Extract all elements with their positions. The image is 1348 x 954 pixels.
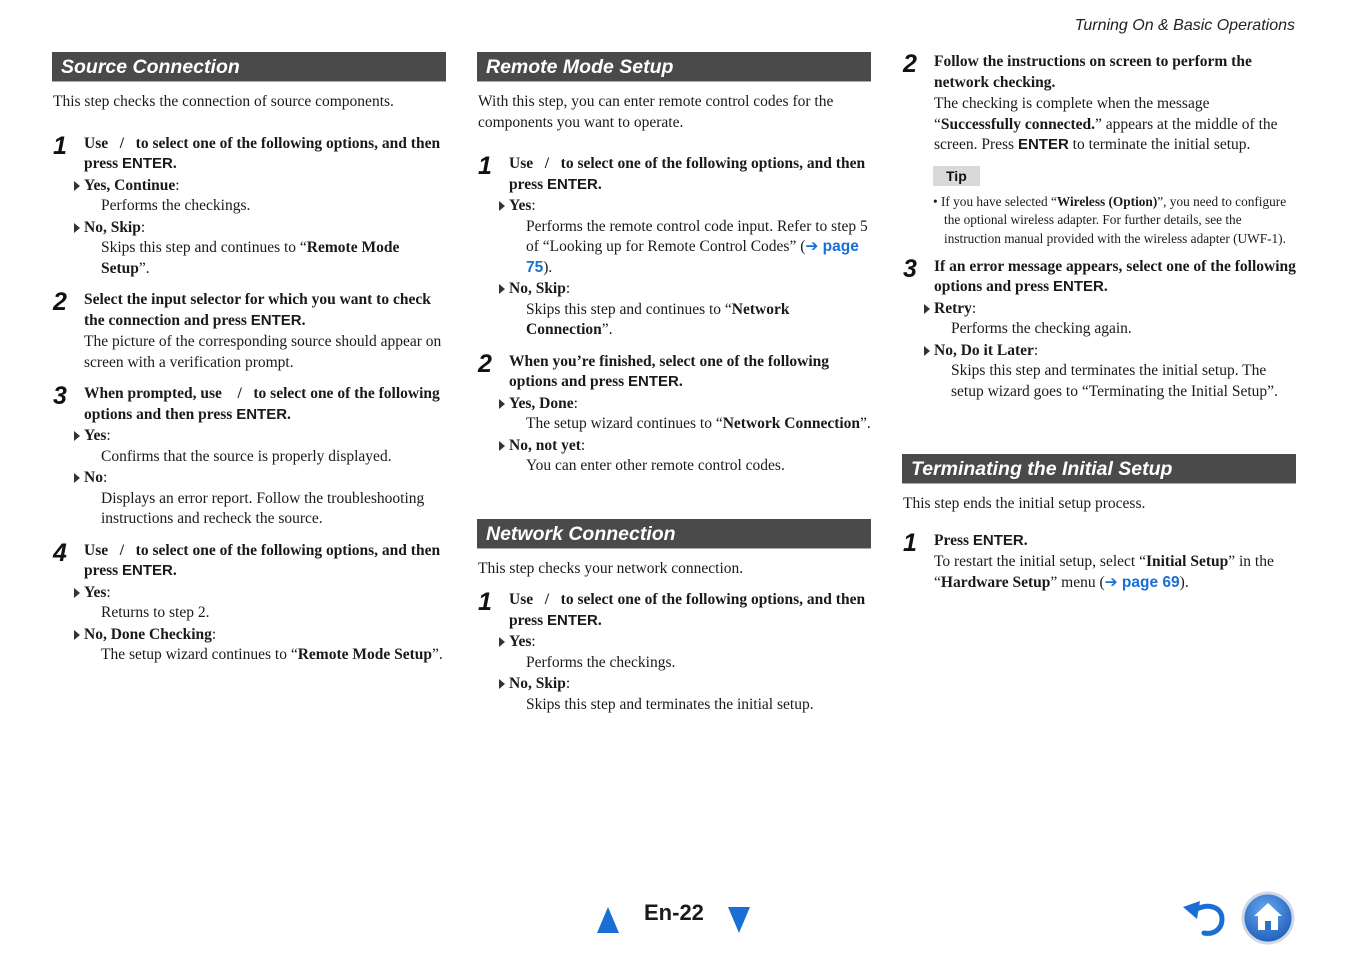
up-triangle-icon[interactable] xyxy=(596,906,620,934)
home-icon[interactable] xyxy=(1241,891,1295,945)
step xyxy=(52,538,446,666)
option-desc: Displays an error report. Follow the troubleshooting instructions and recheck the source. xyxy=(101,489,425,527)
option-title: No, Done Checking: xyxy=(74,625,436,646)
option-desc: Performs the checking again. xyxy=(951,320,1132,338)
running-header: Turning On & Basic Operations xyxy=(1074,17,1295,34)
section-intro: This step checks your network connection. xyxy=(478,559,744,577)
option xyxy=(509,196,871,278)
step-heading: Use / to select one of the following options, and then press ENTER. xyxy=(509,155,866,193)
option-title: Retry: xyxy=(924,299,1286,320)
option-desc: Skips this step and continues to “Network Connection”. xyxy=(526,300,790,338)
option xyxy=(509,394,871,435)
option xyxy=(84,176,446,217)
option-title: No: xyxy=(74,468,436,489)
option-desc: Skips this step and terminates the initial setup. The setup wizard goes to “Terminating the Initial Setup”. xyxy=(951,362,1278,400)
tip-text: • If you have selected “Wireless (Option)”, you need to configure the optional wireless adapter. For further details, see the instruction manual provided with the wireless adapter (UWF-1). xyxy=(933,194,1287,246)
option-title: No, Skip: xyxy=(499,674,861,695)
option xyxy=(84,583,446,624)
step-number: 1 xyxy=(478,152,492,180)
option-desc: Performs the checkings. xyxy=(526,653,676,671)
step-body: To restart the initial setup, select “Initial Setup” in the “Hardware Setup” menu (➔ page 69). xyxy=(934,553,1274,591)
option-desc: Performs the checkings. xyxy=(101,197,251,214)
step-heading: Select the input selector for which you want to check the connection and press ENTER. xyxy=(84,291,431,329)
option-title: Yes: xyxy=(499,632,861,653)
section-title: Terminating the Initial Setup xyxy=(902,454,1296,484)
option-desc: Confirms that the source is properly displayed. xyxy=(101,447,392,465)
back-arrow-icon[interactable] xyxy=(1180,897,1230,937)
option-title: No, Skip: xyxy=(74,218,436,239)
step-body: The picture of the corresponding source should appear on screen with a verification prompt. xyxy=(84,333,442,371)
option-desc: Skips this step and continues to “Remote Mode Setup”. xyxy=(101,239,400,277)
step-number: 3 xyxy=(53,382,67,410)
option-title: No, Skip: xyxy=(499,279,861,300)
section-intro: This step ends the initial setup process. xyxy=(903,495,1146,513)
section-title: Remote Mode Setup xyxy=(477,52,871,82)
step-number: 1 xyxy=(903,528,917,557)
option xyxy=(509,632,871,673)
option xyxy=(934,299,1296,340)
option-title: Yes: xyxy=(74,426,436,447)
section-title: Network Connection xyxy=(477,519,871,549)
option-title: Yes, Continue: xyxy=(74,176,436,197)
down-triangle-icon[interactable] xyxy=(727,906,751,934)
option xyxy=(509,279,871,341)
step-number: 2 xyxy=(53,288,67,316)
option-title: Yes: xyxy=(74,583,436,604)
option xyxy=(84,218,446,280)
step-heading: When prompted, use / to select one of the following options and then press ENTER. xyxy=(84,385,440,423)
step-heading: Use / to select one of the following options, and then press ENTER. xyxy=(84,541,441,579)
step-number: 2 xyxy=(903,50,917,78)
step-number: 1 xyxy=(478,588,492,616)
page-link[interactable]: ➔ page 69 xyxy=(1104,573,1180,591)
step-number: 3 xyxy=(903,254,917,283)
option xyxy=(84,468,446,530)
section-title: Source Connection xyxy=(52,52,446,82)
step-heading: Use / to select one of the following options, and then press ENTER. xyxy=(509,591,866,629)
section-intro: This step checks the connection of source components. xyxy=(53,93,394,110)
option xyxy=(509,674,871,715)
option-desc: The setup wizard continues to “Remote Mode Setup”. xyxy=(101,646,443,663)
section-intro: With this step, you can enter remote control codes for the components you want to operate. xyxy=(478,93,834,131)
option-title: No, not yet: xyxy=(499,436,861,457)
tip-label: Tip xyxy=(933,166,980,186)
page-link[interactable]: ➔ page 75 xyxy=(526,238,859,276)
step xyxy=(902,52,1296,156)
step-number: 2 xyxy=(478,349,492,378)
option xyxy=(509,436,871,477)
option xyxy=(84,625,446,666)
option-desc: The setup wizard continues to “Network Connection”. xyxy=(526,415,871,432)
column-source-connection xyxy=(52,52,446,666)
step xyxy=(902,528,1296,594)
option-title: Yes, Done: xyxy=(499,394,861,415)
option-title: Yes: xyxy=(499,196,861,217)
option-desc: Returns to step 2. xyxy=(101,604,210,621)
step-body: The checking is complete when the message “Successfully connected.” appears at the middle of the screen. Press ENTER to terminate the initial setup. xyxy=(934,95,1278,153)
option-desc: You can enter other remote control codes. xyxy=(526,457,785,474)
step-heading: Follow the instructions on screen to perform the network checking. xyxy=(934,53,1252,91)
step xyxy=(52,384,446,530)
step-heading: When you’re finished, select one of the following options and press ENTER. xyxy=(509,352,830,390)
step xyxy=(477,154,871,341)
option xyxy=(934,341,1296,403)
option-desc: Skips this step and terminates the initial setup. xyxy=(526,695,814,713)
step xyxy=(902,254,1296,403)
step-heading: Use / to select one of the following options, and then press ENTER. xyxy=(84,134,441,172)
step-heading: If an error message appears, select one of the following options and press ENTER. xyxy=(934,257,1296,296)
step-heading: Press ENTER. xyxy=(934,531,1028,549)
column-network-terminate xyxy=(902,52,1296,593)
step xyxy=(477,590,871,715)
page-number: En-22 xyxy=(644,900,704,925)
step xyxy=(52,131,446,280)
option-title: No, Do it Later: xyxy=(924,341,1286,362)
step-number: 1 xyxy=(53,131,67,160)
column-remote-network xyxy=(477,52,871,715)
step xyxy=(477,349,871,477)
step-number: 4 xyxy=(53,538,67,567)
step xyxy=(52,290,446,373)
option-desc: Performs the remote control code input. Refer to step 5 of “Looking up for Remote Control Codes” (➔ page 75). xyxy=(526,217,868,276)
option xyxy=(84,426,446,467)
